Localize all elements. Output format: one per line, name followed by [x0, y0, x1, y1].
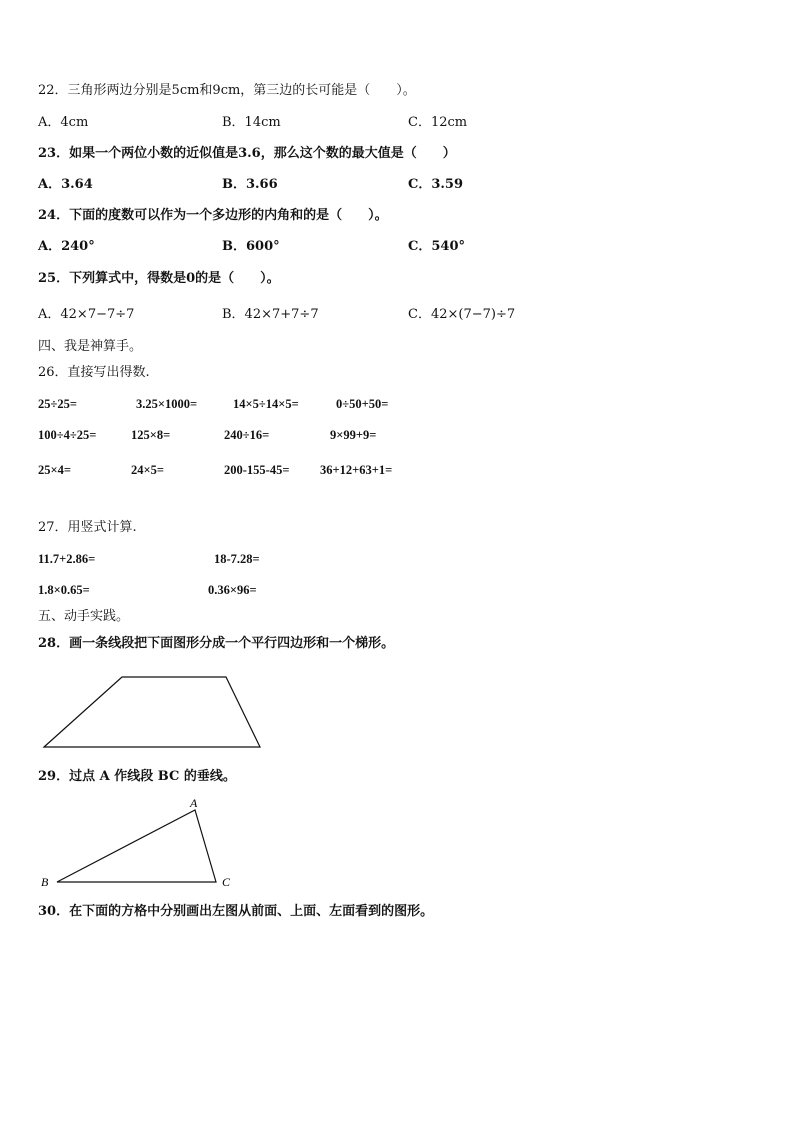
q26-r1-c2: 3.25×1000= — [136, 397, 198, 411]
q26-r3-c3: 200-155-45= — [224, 463, 290, 477]
q23-option-a: A．3.64 — [38, 177, 93, 192]
q22-option-a: A．4cm — [38, 115, 89, 130]
section-4-title: 四、我是神算手。 — [38, 339, 143, 354]
question-29: 29．过点 A 作线段 BC 的垂线。 — [38, 769, 236, 784]
q23-option-c: C．3.59 — [408, 177, 464, 192]
point-a-label: A — [190, 796, 198, 810]
question-25: 25．下列算式中，得数是0的是（ ）。 — [38, 271, 280, 286]
q23-option-b: B．3.66 — [222, 177, 278, 192]
q26-r1-c3: 14×5÷14×5= — [233, 397, 299, 411]
q26-r3-c2: 24×5= — [131, 463, 164, 477]
q25-option-c: C．42×(7−7)÷7 — [408, 307, 516, 322]
q24-option-b: B．600° — [222, 239, 280, 254]
q25-option-b: B．42×7+7÷7 — [222, 307, 319, 322]
q26-r3-c4: 36+12+63+1= — [320, 463, 393, 477]
q27-r2-c1: 1.8×0.65= — [38, 583, 90, 597]
q26-r2-c4: 9×99+9= — [330, 428, 377, 442]
q26-r1-c4: 0÷50+50= — [336, 397, 389, 411]
triangle-abc — [57, 810, 216, 882]
question-24: 24．下面的度数可以作为一个多边形的内角和的是（ ）。 — [38, 208, 388, 223]
section-5-title: 五、动手实践。 — [38, 609, 130, 624]
q27-r2-c2: 0.36×96= — [208, 583, 257, 597]
q26-r2-c1: 100÷4÷25= — [38, 428, 97, 442]
q22-option-c: C．12cm — [408, 115, 468, 130]
q27-r1-c2: 18-7.28= — [214, 552, 260, 566]
q26-r2-c3: 240÷16= — [224, 428, 270, 442]
question-22: 22．三角形两边分别是5cm和9cm，第三边的长可能是（ ）。 — [38, 83, 416, 98]
question-26: 26．直接写出得数. — [38, 365, 150, 380]
question-30: 30．在下面的方格中分别画出左图从前面、上面、左面看到的图形。 — [38, 904, 434, 919]
q26-r1-c1: 25÷25= — [38, 397, 77, 411]
point-c-label: C — [222, 875, 231, 889]
question-28: 28．画一条线段把下面图形分成一个平行四边形和一个梯形。 — [38, 636, 395, 651]
q26-r2-c2: 125×8= — [131, 428, 171, 442]
q24-option-a: A．240° — [38, 239, 95, 254]
point-b-label: B — [41, 875, 49, 889]
q24-option-c: C．540° — [408, 239, 465, 254]
q26-r3-c1: 25×4= — [38, 463, 71, 477]
question-27: 27．用竖式计算. — [38, 520, 137, 535]
question-23: 23．如果一个两位小数的近似值是3.6，那么这个数的最大值是（ ） — [38, 146, 456, 161]
q27-r1-c1: 11.7+2.86= — [38, 552, 96, 566]
q22-option-b: B．14cm — [222, 115, 281, 130]
q25-option-a: A．42×7−7÷7 — [38, 307, 135, 322]
